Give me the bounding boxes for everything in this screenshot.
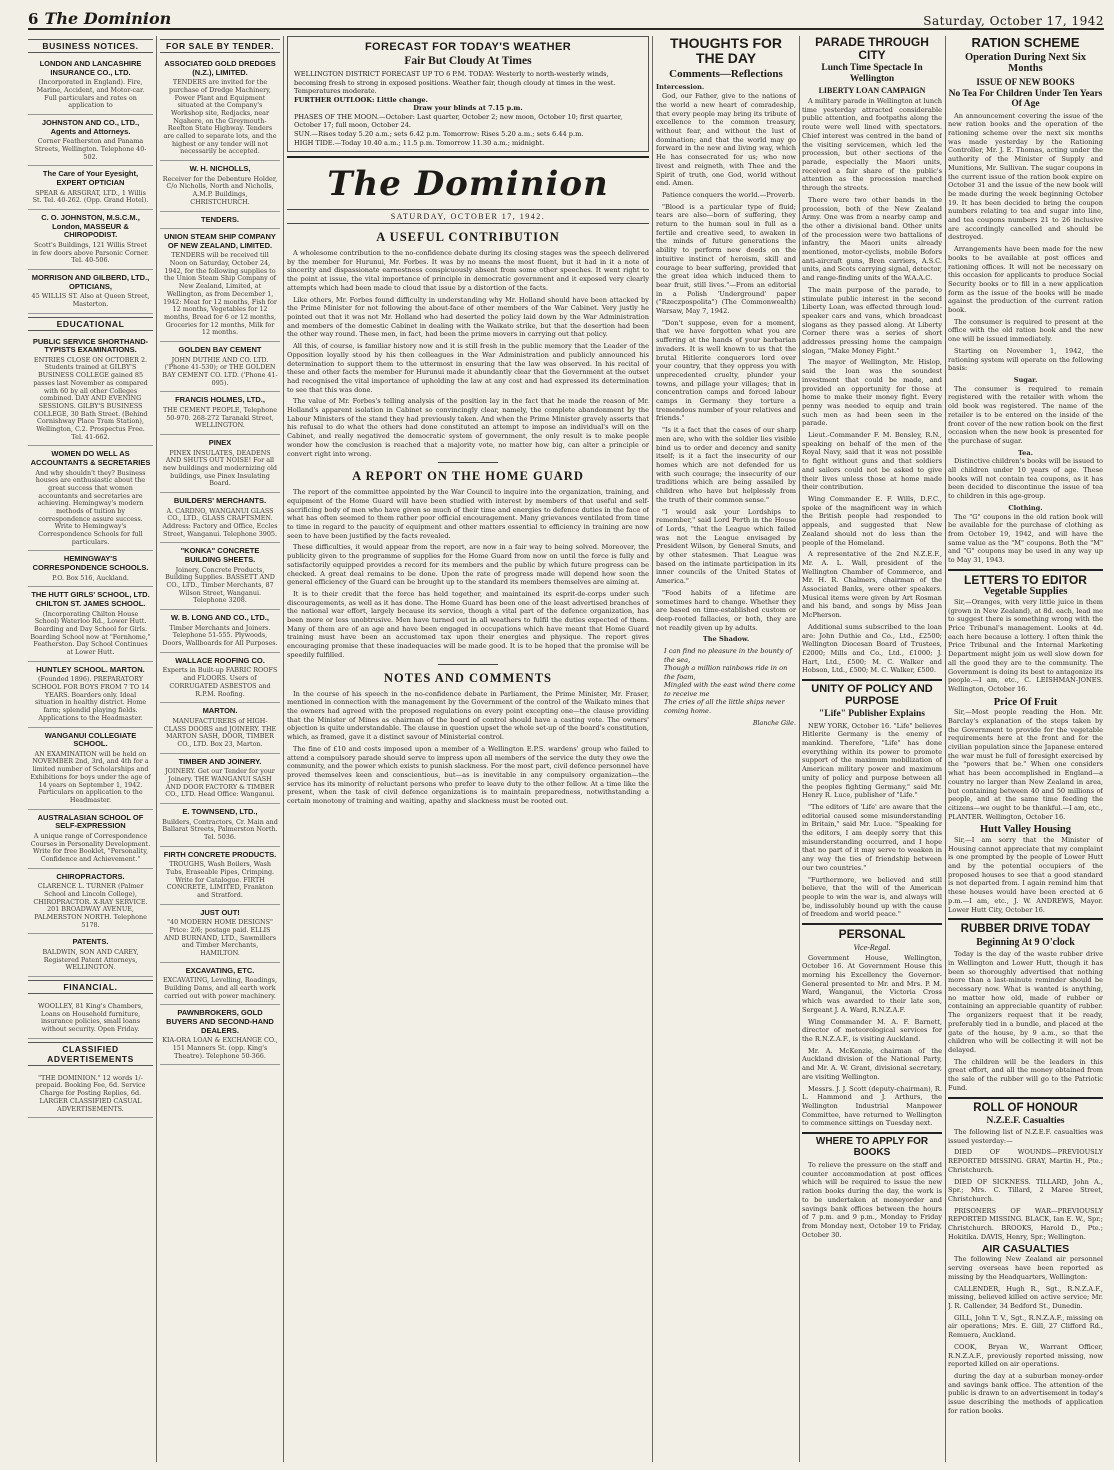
advertisement [28,115,153,166]
advertisement [28,728,153,810]
classified-rates: "THE DOMINION." 12 words 1/- prepaid. Booking Fee, 6d. Service Charge for Posting Replies, 6d. LARGER CLASSIFIED CASUAL ADVERTISEMENTS. [35,1073,146,1113]
ad-body: JOHN DUTHIE AND CO. LTD. ('Phone 41-530); or THE GOLDEN BAY CEMENT CO. LTD. ('Phone 41-095). [162,355,278,387]
closing-text: during the day at a suburban money-order and savings bank office. The attention of the public is drawn to an advertisement in today's issue describing the methods of application for ration books. [948,1371,1103,1415]
paragraph: All this, of course, is familiar history now and it is still fresh in the public memory that the Leader of the Opposition loyally stood by his then colleagues in the War Administration and publicly announced his determination to support them to the uttermost in ensuring that the law was observed. In his recital of these and other facts the member for Hurunui made it abundantly clear that the Government at the outset had recognised the vital importance of upholding the law at any cost and had expressed its determination to see that this was done. [287,342,649,394]
advertisement [160,703,280,753]
advertisement [28,56,153,115]
business-notices-column [28,36,153,1462]
unity-heading: UNITY OF POLICY AND PURPOSE [811,683,933,707]
advertisement [28,166,153,210]
ad-title: AUSTRALASIAN SCHOOL OF SELF-EXPRESSION [37,812,144,831]
ad-body: KIA-ORA LOAN & EXCHANGE CO., 151 Manners St. (opp. King's Theatre). Telephone 50-366. [162,1036,278,1060]
advertisement [28,810,153,869]
letter-title: Hutt Valley Housing [979,824,1072,836]
rubber-subheading: Beginning At 9 O'clock [976,937,1075,949]
advertisement [160,963,280,1006]
letter-body [948,708,1103,821]
honour-list [948,1148,1103,1241]
advertisement [160,435,280,493]
tenders-column [160,36,280,1462]
editorial-column [287,36,649,1462]
ad-title: EXCAVATING, ETC. [185,965,255,975]
paragraph: These difficulties, it would appear from the report, are now in a fair way to being solved. Moreover, the publicity given to the programme of supplies for the Home Guard from now on until the force is fully and satisfactorily equipped provides a record for its members and the public by which future progress can be checked. A great deal remains to be done. Upon the rate of progress made will depend how soon the general efficiency of the Guard can be brought up to the standard its members themselves are aiming at. [287,543,649,587]
where-to-apply-body: To relieve the pressure on the staff and counter accommodation at post offices which will be required to issue the new ration books during the day, the work is to be undertaken at moneyorder and savings bank offices between the hours of 7 p.m. and 9 p.m., Monday to Friday from Monday next, October 19 to Friday, October 30. [802,1161,942,1239]
ad-title: ASSOCIATED GOLD DREDGES (N.Z.), LIMITED. [164,59,276,77]
ad-title: E. TOWNSEND, LTD., [182,806,258,816]
notes-body [287,690,649,806]
where-to-apply-heading: WHERE TO APPLY FOR BOOKS [815,1136,929,1158]
paragraph: "I would ask your Lordships to remember," said Lord Perth in the House of Lords, "that the League which failed was not the League envisaged by President Wilson, by General Smuts, and by other statesmen. That League was based on the intimate participation in its inner councils of the United States of America." [656,507,796,586]
paragraph: COOK, Bryan W., Warrant Officer, R.N.Z.A.F., previously reported missing, now reported killed on air operations. [948,1342,1103,1369]
sugar-body: The consumer is required to remain registered with the retailer with whom the old book was registered. The name of the retailer is to be entered on the inside of the front cover of the new ration book on the first occasion when the new book is presented for the purchase of sugar. [948,384,1103,445]
ad-body: And why shouldn't they? Business houses are enthusiastic about the great success that women accountants and secretaries are achieving. Hemingway's modern methods of tuition by correspondence assure success. Write to Hemingway's Correspondence Schools for full particulars. [35,468,146,546]
sugar-heading: Sugar. [1013,376,1038,384]
weather-subtitle: Fair But Cloudy At Times [404,55,532,67]
ad-body: 45 WILLIS ST. Also at Queen Street, Masterton. [31,292,150,308]
paragraph: A representative of the 2nd N.Z.E.F., Mr. A. L. Wall, president of the Wellington Chamber of Commerce, and Mr. H. R. Chalmers, chairman of the Associated Banks, were other speakers. Musical items were given by Art Rosman and his band, and songs by Miss Jean McPherson. [802,550,942,620]
letter-title: Price Of Fruit [993,696,1058,708]
ration-and-letters-column [948,36,1103,1462]
paragraph: Messrs. J. J. Scott (deputy-chairman), R. L. Hammond and J. Arthurs, the Wellington Industrial Manpower Committee, have returned to Wellington to commence sittings on Tuesday next. [802,1084,942,1128]
paragraph: Patience conquers the world.—Proverb. [662,190,795,199]
poem [664,647,796,716]
paragraph: Lieut.-Commander F. M. Bensley, R.N., speaking on behalf of the men of the Royal Navy, said that it was not possible to fight without guns and that soldiers and sailors could not be asked to give their lives unless those at home made their contribution. [802,431,942,492]
paragraph: "Food habits of a lifetime are sometimes hard to change. Whether they are based on time-established custom or deep-rooted fallacies, or both, they are not readily given up by adults. [656,588,796,632]
section-heading: EDUCATIONAL [28,317,153,331]
ad-body: (Incorporating Chilton House School) Waterloo Rd., Lower Hutt. Boarding and Day School for Girls. Boarding School now at "Fernhome," Featherston. Day School Continues at Lower Hutt. [30,609,151,657]
paragraph: The fine of £10 and costs imposed upon a member of a Wellington E.P.S. wardens' group who failed to attend a compulsory parade should serve to impress upon all members of the service the duty they owe the community, and the power which exists to punish slackness. For the most part, civil defence personnel have proved themselves keen and conscientious, but—as is inevitable in any compulsory organization—the service has its minority of reluctant persons who prefer to leave duty to the other fellow. At a time like the present, when the task of civil defence organizations is to maintain preparedness, notwithstanding a certain monotony of training and waiting, apathy and slackness must be rooted out. [287,744,649,806]
letter-text: Sir,—Most people reading the Hon. Mr. Barclay's explanation of the steps taken by the Government to provide for the vegetable requirements here at the front and for the civilian population since the Japanese entered the war must be full of foresight exercised by the "powers that be." When one considers what has been accomplished in England—a country no larger than New Zealand in area, but containing between 40 and 50 millions of people, and at the same time feeding the citizens—we ought to be thankful.—I am, etc., PLANTER. Wellington, October 16. [948,708,1103,821]
ad-body: (Incorporated in England). Fire, Marine, Accident, and Motor-car. Full particulars and rates on application to [36,78,145,110]
advertisement [160,342,280,392]
ad-title: MARTON. [202,706,238,716]
paragraph: The children will be the leaders in this great effort, and all the money obtained from the sale of the rubber will go to the Patriotic Fund. [948,1057,1103,1092]
personal-body [802,954,942,1128]
paragraph: A wholesome contribution to the no-confidence debate during its closing stages was the speech delivered by the member for Hurunui, Mr. Forbes. It was by no means the most fluent, but it had in it a note of sincerity and dispassionate earnestness conspicuously absent from some other speeches. It went right to the point at issue, the vital importance of principle in democratic government and it exposed very clearly attempts which had been made to cloud that issue by a distortion of the facts. [287,249,649,292]
ad-title: FIRTH CONCRETE PRODUCTS. [163,849,277,859]
paragraph: Mr. A. McKenzie, chairman of the Auckland division of the National Party, and Mr. A. W. Grant, divisional secretary, are visiting Wellington. [802,1046,942,1081]
advertisement [28,334,153,447]
ad-body: Scott's Buildings, 121 Willis Street in few doors above Parsonic Corner. Tel. 40-506. [31,240,149,265]
masthead [287,156,649,224]
ad-body: (Founded 1896). PREPARATORY SCHOOL FOR BOYS FROM 7 TO 14 YEARS. Boarders only. Ideal situation in healthy district. Home farm; splendid playing fields. Applications to the Headmaster. [31,675,150,722]
page-header [28,8,1104,30]
ad-body: TENDERS will be received till Noon on Saturday, October 24, 1942, for the following supplies to the Union Steam Ship Company of New Zealand, Limited, at Wellington, as from December 1, 1942: Meat for 12 months, Fish for 12 months, Vegetables for 12 months, Bread for 6 or 12 months, Groceries for 12 months, Milk for 12 months. [163,251,277,337]
paragraph: NEW YORK, October 16. "Life" believes Hitlerite Germany is the enemy of mankind. Therefore, "Life" has done everything within its power to promote support of the maximum mobilization of American military power and maximum unity of policy and purpose between all the peoples fighting Germany," said Mr. Henry R. Luce, publisher of "Life." [802,721,942,800]
section-heading: FINANCIAL. [28,980,153,994]
advertisement [28,662,153,728]
ad-title: WANGANUI COLLEGIATE SCHOOL. [44,730,137,749]
paragraph: Like others, Mr. Forbes found difficulty in understanding why Mr. Holland should have been attacked by the Prime Minister for not following the about-face of other members of the War Cabinet. Very justly he pointed out that it was not Mr. Holland who had deserted the policy laid down by the War Administration and members of the domestic Cabinet in dealing with the Waikato strike, but that the desertion had been the other way round. These men, in fact, had been the prime movers in carrying out that policy. [287,295,649,339]
parade-kicker: LIBERTY LOAN CAMPAIGN [818,86,926,96]
air-intro: The following New Zealand air personnel serving overseas have been reported as missing by the Headquarters, Wellington: [948,1255,1103,1281]
news-column [802,36,942,1462]
paragraph: "Is it a fact that the cases of our sharp men are, who with the soldier lies visible bind us to order and decency and sanity itself; is it a fact the insecurity of our homes which are not defended for us with such courage; the insecurity of our traditions which are being assailed by children who have but helplessly from the truth of their common sense." [656,426,796,504]
paragraph: Additional sums subscribed to the loan are: John Duthie and Co., Ltd., £2500; Wellington Diocesan Board of Trustees, £2000; Mills and Co., Ltd., £1000; J. Hart, Ltd., £500; M. C. Walker and Hobson, Ltd., £500; M. C. Walker, £500. [802,622,942,675]
ad-body: A. CARDNO, WANGANUI GLASS CO., LTD., GLASS CRAFTSMEN. Address: Factory and Office, Eccles Street, Wanganui. Telephone 3905. [162,506,278,538]
clothing-heading: Clothing. [1008,503,1043,512]
ad-title: GOLDEN BAY CEMENT [178,344,262,354]
honour-subheading: N.Z.E.F. Casualties [986,1115,1065,1126]
paragraph: It is to their credit that the force has held together, and maintained its esprit-de-corps under such discouragements, as well as it has done. The Home Guard has been one of the least advertised branches of the national war effort, largely because its service, though a vital part of the defence organization, has been more or less unobtrusive. Men have turned out in all weathers to fulfil the duties expected of them. Many of them are of an age and have been engaged in occupations which have meant that Home Guard training must have been an accustomed tax upon their energies and physique. The report gives encouraging promise that these inadequacies will be made good. It is to be hoped that the promise will be speedily fulfilled. [287,589,649,659]
editorial-body [287,249,649,458]
weather-title: FORECAST FOR TODAY'S WEATHER [364,41,572,53]
ad-title: JOHNSTON AND CO., LTD., Agents and Attorneys. [41,118,140,136]
editorial-heading: A USEFUL CONTRIBUTION [376,230,560,245]
ad-title: JUST OUT! [200,907,240,917]
advertisement [160,847,280,905]
ration-sub2: No Tea For Children Under Ten Years Of Age [948,88,1103,110]
ad-body: THE CEMENT PEOPLE, Telephone 50-970. 268-272 Taranaki Street, WELLINGTON. [163,405,277,430]
ad-title: WOMEN DO WELL AS ACCOUNTANTS & SECRETARIES [30,449,151,467]
letter-body [948,836,1103,914]
paragraph: "The editors of 'Life' are aware that the editorial caused some misunderstanding in Britain," said Mr. Luce. "Speaking for the editors, I am deeply sorry that this misunderstanding occurred, and I hope that no part of it may serve to weaken in any way the ties of friendship between our two countries." [802,802,942,872]
advertisement [160,493,280,543]
letters-heading: LETTERS TO EDITOR [964,572,1087,587]
ad-title: The Care of Your Eyesight, EXPERT OPTICIAN [42,169,139,187]
ad-title: WALLACE ROOFING CO. [175,655,265,665]
parade-subheading: Lunch Time Spectacle In Wellington [821,63,923,84]
poem-line: Mingled with the east wind there come to receive me [664,681,796,698]
ad-body: JOINERY. Get our Tender for your Joinery. THE WANGANUI SASH AND DOOR FACTORY & TIMBER CO., LTD. Head Office: Wanganui. [165,767,275,799]
advertisement [28,210,153,270]
paragraph: An announcement covering the issue of the new ration books and the operation of the rationing scheme over the next six months was made yesterday by the Rationing Controller, Mr. J. E. Thomas, acting under the authority of the Minister of Supply and Munitions, Mr. Sullivan. The sugar coupons in the current issue of the ration book expire on October 31 and the issue of the new book will be made during the week beginning October 19. It has been decided to bring the coupon numbers relating to tea and sugar into line, and tea coupons numbers 21 to 26 inclusive are accordingly cancelled and should be destroyed. [948,111,1103,242]
ad-title: MORRISON AND GILBERD, LTD., OPTICIANS, [31,272,150,291]
moon-phases: PHASES OF THE MOON.—October: Last quarter, October 2; new moon, October 10; first quarter, October 17; full moon, October 24. [294,112,623,130]
editorial-body [287,488,649,659]
ad-body: TENDERS are invited for the purchase of Dredge Machinery, Power Plant and Equipment situated at the Company's Workshop site, Redjacks, near Ngahere, on the Greymouth-Reefton State Highway. Tenders are called to separate lots, and the highest or any tender will not necessarily be accepted. [163,78,277,156]
masthead-date: SATURDAY, OCTOBER 17, 1942. [287,209,649,224]
sun-times: SUN.—Rises today 5.20 a.m.; sets 6.42 p.m. Tomorrow: Rises 5.20 a.m.; sets 6.44 p.m. [294,129,584,138]
paragraph: The main purpose of the parade, to stimulate public interest in the second Liberty Loan, was effected through loud-speaker cars and vans, which broadcast slogans as they passed along. At Liberty Corner there was a series of short addresses pressing home the campaign slogan, "Make Money Fight." [802,285,942,355]
ad-title: LONDON AND LANCASHIRE INSURANCE CO., LTD. [39,59,142,77]
paragraph: "Furthermore, we believed and still believe, that the will of the American people to win the war is, and always will be, indissolubly bound up with the cause of freedom and world peace." [802,875,942,919]
advertisement [160,1005,280,1065]
advertisement [160,229,280,342]
paragraph: DIED OF WOUNDS—PREVIOUSLY REPORTED MISSING. GRAY, Martin H., Pte.; Christchurch. [948,1148,1103,1174]
ad-title: "KONKA" CONCRETE BUILDING SHEETS. [180,546,260,565]
weather-district: WELLINGTON DISTRICT FORECAST UP TO 6 P.M. TODAY: Westerly to north-westerly winds, becoming fresh to strong in exposed positions. Weather fair, though cloudy at times in the west. Temperatures moderate. [294,70,616,96]
air-list [948,1285,1103,1369]
advertisement [160,392,280,435]
ad-body: MANUFACTURERS of HIGH-CLASS DOORS and JOINERY. THE MARTON SASH, DOOR, TIMBER CO., LTD. Box 23, Marton. [163,716,277,748]
ad-body: Builders, Contractors, Cr. Main and Ballarat Streets, Palmerston North. Tel. 5036. [162,817,278,841]
ration-body [948,112,1103,373]
ad-body: "40 MODERN HOME DESIGNS" Price: 2/6; postage paid. ELLIS AND BURNAND, LTD., Sawmillers and Timber Merchants, HAMILTON. [164,918,276,958]
ad-body: Experts in Built-up FABRIC ROOFS and FLOORS. Users of CORRUGATED ASBESTOS and R.P.M. Roofing. [162,666,278,698]
ad-title: PATENTS. [72,937,109,947]
thoughts-subheading: Comments—Reflections [669,68,783,81]
advertisement [160,56,280,161]
section-heading: FOR SALE BY TENDER. [160,39,280,53]
ad-body: Receiver for the Debenture Holder, C/o Nicholls, North and Nicholls, A.M.P. Buildings, CHRISTCHURCH. [162,174,278,206]
ad-body: CLARENCE L. TURNER (Palmer School and Lincoln College), CHIROPRACTOR. X-RAY SERVICE. 201 BROADWAY AVENUE, PALMERSTON NORTH. Telephone 5178. [33,882,148,929]
ration-heading: RATION SCHEME [971,36,1080,50]
letter-title: Vegetable Supplies [983,586,1068,598]
editorial-heading: A REPORT ON THE HOME GUARD [352,469,584,484]
ad-body: TROUGHS, Wash Boilers, Wash Tubs, Eraseable Pipes, Crimping. Write for Catalogue. FIRTH CONCRETE, LIMITED, Frankton and Stratford. [165,860,275,899]
paragraph: A military parade in Wellington at lunch time yesterday attracted considerable public attention, and footpaths along the route were well lined with spectators. Chief interest was centred in the band of the visiting servicemen, which led the procession, but other sections of the parade, especially the Maori units, received a fair share of the public's attention as the procession marched through the streets. [802,97,942,193]
ad-title: TIMBER AND JOINERY. [178,756,262,766]
paragraph: "Blood is a particular type of fluid; tears are also—born of suffering, they return to the human soul in full as a fertile and creative seed, to awaken in the minds of future generations the ability to perform new deeds on the intuitive instinct of heroism, skill and courage to bear suffering, provided that the great idea which induced them to bear fruit, still lives."—From an editorial in a Polish 'Underground' paper ("Rzeczpospolita") (The Commonwealth) Warsaw, May 7, 1942. [656,202,796,316]
section-heading: BUSINESS NOTICES. [28,39,153,53]
paragraph: GILL, John T. V., Sgt., R.N.Z.A.F., missing on air operations; Mrs. E. Gill, 27 Clifford Rd., Remuera, Auckland. [948,1313,1103,1340]
advertisement [160,754,280,804]
paragraph: Arrangements have been made for the new books to be available at post offices and rationing offices. It will not be necessary on this occasion for applicants to produce Social Security books or to fill in a new application form as the issue of the books will be made against the production of the current ration book. [948,245,1103,315]
letter-text: Sir,—I am sorry that the Minister of Housing cannot appreciate that my complaint is one prompted by the people of Lower Hutt and by the potential occupiers of the proposed houses to see that a good standard is not departed from. I again remind him that these houses would have been erected at 6 p.m.—I am, etc., J. W. ANDREWS, Mayor. Lower Hutt City, October 16. [948,835,1103,914]
parade-body [802,97,942,675]
thoughts-column [656,36,796,1462]
ad-body: SPEAR & ARSGRAT, LTD., 1 Willis St. Tel. 40-262. (Opp. Grand Hotel). [32,188,149,205]
thoughts-body [656,92,796,632]
unity-subheading: "Life" Publisher Explains [819,709,925,720]
air-casualties-heading: AIR CASUALTIES [981,1243,1070,1256]
ad-body: EXCAVATING, Levelling, Roadings, Building Dams, and all earth work carried out with power machinery. [163,976,277,1000]
paragraph: Starting on November 1, 1942, the rationing system will operate on the following basis: [948,346,1103,373]
advertisement [28,270,153,314]
ad-title: HEMINGWAY'S CORRESPONDENCE SCHOOLS. [32,554,149,573]
clothing-body: The "G" coupons in the old ration book will be available for the purchase of clothing as from October 19, 1942, and will have the same value as the "M" coupons. Both the "M" and "G" coupons may be used in any way up to May 31, 1943. [948,512,1103,565]
page-number: 6 [28,10,39,28]
ad-body: Timber Merchants and Joiners. Telephone 51-555. Plywoods, Doors, Wallboards for All Purposes. [162,623,278,648]
ad-title: C. O. JOHNSTON, M.S.C.M., London, MASSEUR & CHIROPODIST. [41,212,140,240]
advertisement [160,161,280,211]
ad-body: Corner Featherston and Panama Streets, Wellington. Telephone 40-502. [34,137,147,161]
poem-line: Though a million rainbows ride in on the foam, [664,664,788,681]
thoughts-heading: THOUGHTS FOR THE DAY [670,36,782,66]
weather-outlook: FURTHER OUTLOOK: Little change. [294,95,428,104]
ad-title: CHIROPRACTORS. [56,871,125,881]
notes-heading: NOTES AND COMMENTS [383,670,553,685]
personal-heading: PERSONAL [838,927,906,942]
poem-line: The cries of all the little ships never coming home. [664,698,785,715]
ad-title: THE HUTT GIRLS' SCHOOL, LTD. CHILTON ST. JAMES SCHOOL. [31,590,150,608]
paragraph: The consumer is required to present at the office with the old ration book and the new one will be issued immediately. [948,317,1103,344]
advertisement [160,804,280,847]
ad-title: PUBLIC SERVICE SHORTHAND-TYPISTS EXAMINATIONS. [32,336,149,355]
personal-subheading: Vice-Regal. [853,942,891,952]
paragraph: There were two other bands in the procession, both of the New Zealand Army. One was from a nearby camp and the other a divisional band. Other units of the procession were two battalions of infantry, the Maori units already mentioned, motor-cyclists, mobile Bofors anti-aircraft guns, Bren carriers, A.S.C. units, and Scots carrying signal, detector, and range-finding units of the W.A.A.C. [802,195,942,283]
ad-title: FRANCIS HOLMES, LTD., [175,395,265,405]
ad-title: HUNTLEY SCHOOL. MARTON. [36,664,145,674]
paragraph: Wing Commander M. A. F. Barnett, director of meteorological services for the R.N.Z.A.F., is visiting Auckland. [802,1017,942,1043]
ration-subheading: Operation During Next Six Months [964,51,1087,75]
ad-title: PAWNBROKERS, GOLD BUYERS AND SECOND-HAND DEALERS. [166,1008,274,1035]
section-heading: CLASSIFIED ADVERTISEMENTS [28,1042,153,1066]
paragraph: PRISONERS OF WAR—PREVIOUSLY REPORTED MISSING. BLACK, Ian E. W., Spr.; Christchurch. BROOKS, Harold D., Pte.; Hokitika. DAVIS, Henry, Spr.; Wellington. [948,1206,1103,1241]
intercession-label: Intercession. [656,83,705,92]
poem-author: Blanche Gile. [752,718,796,727]
honour-heading: ROLL OF HONOUR [973,1101,1078,1114]
ration-kicker: ISSUE OF NEW BOOKS [976,76,1075,87]
header-date: Saturday, October 17, 1942 [923,14,1104,28]
advertisement [28,446,153,551]
high-tide: HIGH TIDE.—Today 10.40 a.m.; 11.5 p.m. Tomorrow 11.30 a.m.; midnight. [294,138,545,147]
masthead-title: The Dominion [327,164,609,205]
ad-body: PINEX INSULATES, DEADENS AND SHUTS OUT NOISE! For all new buildings and modernizing old buildings, use Pinex Insulating Board. [162,448,278,488]
ad-title: PINEX [208,438,232,447]
honour-intro: The following list of N.Z.E.F. casualties was issued yesterday:— [948,1128,1103,1145]
header-masthead: The Dominion [44,9,172,28]
ad-body: BALDWIN, SON AND CAREY, Registered Patent Attorneys, WELLINGTON. [42,947,139,972]
tea-body: Distinctive children's books will be issued to all children under 10 years of age. These books will not contain tea coupons, as it has been decided to discontinue the issue of tea to children in this age-group. [948,457,1103,501]
paragraph: Government House, Wellington, October 16. At Government House this morning his Excellency the Governor-General presented to Mr. and Mrs. P. M. Ward, Wanganui, the Victoria Cross which was awarded to their late son, Sergeant J. A. Ward, R.N.Z.A.F. [802,953,942,1014]
rubber-body [948,950,1103,1092]
paragraph: CALLENDER, Hugh R., Sgt., R.N.Z.A.F., missing, believed killed on active service; Mr. J. R. Callender, 34 Bedford St., Dunedin. [948,1284,1103,1310]
paragraph: Today is the day of the waste rubber drive in Wellington and Lower Hutt, though it has been so thoroughly advertised that nothing more than a last-minute reminder should be necessary now. What is wanted is anything, no matter how old, made of rubber or containing an appreciable quantity of rubber. The organizers request that it be ready, preferably tied in a bundle, and placed at the gate of the house, by 9 a.m., so that the children who will be collecting it will not be delayed. [948,950,1103,1054]
poem-title: The Shadow. [702,635,750,644]
weather-blinds: Draw your blinds at 7.15 p.m. [413,104,523,113]
ad-body: A unique range of Correspondence Courses in Personality Development. Write for free Booklet, "Personality, Confidence and Achievement." [30,831,151,863]
advertisement [160,543,280,610]
advertisement [160,212,280,230]
advertisement [160,905,280,963]
parade-heading: PARADE THROUGH CITY [815,36,929,62]
advertisement [28,934,153,977]
advertisement [160,653,280,703]
letter-body [948,598,1103,694]
advertisement [28,551,153,587]
paragraph: The report of the committee appointed by the War Council to inquire into the organization, training, and equipment of the Home Guard will have been studied with interest by members of that useful and self-sacrificing body of men who have given so much of their time and energies to defence duties in the face of what has often seemed to them rather poor official encouragement. Many grievances ventilated from time to time in regard to the paucity of equipment and other matters essential to efficiency in training are now seen to have been justified by the facts revealed. [287,488,649,540]
paragraph: In the course of his speech in the no-confidence debate in Parliament, the Prime Minister, Mr. Fraser, mentioned in connection with the management by the Government of the control of the Waikato mines that the owners had agreed with the proposed regulations on every point excepting one—the clause providing that the Minister of Mines as chairman of the board of control should have a casting vote. The owners' objection is quite understandable. The clause in question upset the whole set-up of the board's constitution, which, as framed, gave it a distinct savour of Ministerial control. [287,689,649,742]
paragraph: God, our Father, give to the nations of the world a new heart of comradeship, that every people may bring its tribute of excellence to the common treasury, without fear, and without the lust of domination; and that the world may go forward in the new and living way, which He has consecrated for us; who now livest and reigneth, with Thee and the Spirit of truth, one God, world without end. Amen. [656,92,796,188]
tea-heading: Tea. [1018,448,1033,457]
paragraph: DIED OF SICKNESS. TILLARD, John A., Spr.; Mrs. C. Tillard, 2 Maree Street, Christchurch. [948,1177,1103,1203]
ad-title: W. H. NICHOLLS, [189,164,251,174]
ad-title: BUILDERS' MERCHANTS. [173,496,267,506]
paragraph: Wing Commander E. F. Wills, D.F.C., spoke of the magnificent way in which the British people had responded to appeals, and suggested that New Zealand should not do less than the people of the Homeland. [802,495,942,547]
rubber-heading: RUBBER DRIVE TODAY [960,923,1091,936]
advertisement [160,610,280,653]
ad-body: P.O. Box 516, Auckland. [52,573,129,582]
unity-body [802,722,942,919]
ad-body: Joinery, Concrete Products, Building Supplies. BASSETT AND CO., LTD., Timber Merchants, 87 Wilson Street, Wanganui. Telephone 3208. [165,565,275,605]
advertisement [28,587,153,661]
letter-text: Sir,—Oranges, with very little juice in them (grown in New Zealand), at 8d. each, lead me to suggest there is something wrong with the Price Tribunal's management. Looks at 4d. each here because a lottery. I often think the Price Tribunal and the Internal Marketing Department might join us well slow down for all the good they are to the community. The Government is doing its best to antagonize its people.—I am, etc., C. LEISHMAN-JONES. Wellington, October 16. [948,597,1103,693]
advertisement [28,869,153,935]
paragraph: "Don't suppose, even for a moment, that we have forgotten what you are suffering at the hands of your barbarian invaders. It is well known to us that the brutal Hitlerite conquerors lord over your country, that they oppress you with unprecedented cruelty, plunder your towns, and pillage your villages; that in concentration camps and forced labour camps in Germany they torture a tremendous number of your relatives and friends." [656,318,796,423]
ad-body: ENTRIES CLOSE ON OCTOBER 2. Students trained at GILBY'S BUSINESS COLLEGE gained 85 passes last November as compared with 60 by all other Colleges combined. DAY AND EVENING SESSIONS. GILBY'S BUSINESS COLLEGE, 30 Bath Street. (Behind Cornishway Place Tram Station), Wellington, C.2. Prospectus Free. Tel. 41-662. [33,355,148,441]
ad-title: UNION STEAM SHIP COMPANY OF NEW ZEALAND, LIMITED. [164,232,276,250]
poem-line: I can find no pleasure in the bounty of the sea, [664,647,792,664]
ad-title: W. B. LONG AND CO., LTD., [171,613,269,623]
ad-body: AN EXAMINATION will be held on NOVEMBER 2nd, 3rd, and 4th for a limited number of Scholarships and Exhibitions for boys under the age of 14 years on September 1, 1942. Particulars on application to the Headmaster. [30,749,151,804]
weather-forecast-box [287,36,649,152]
paragraph: The value of Mr. Forbes's telling analysis of the position lay in the fact that he made the reason of Mr. Holland's apparent isolation in Cabinet so convincingly clear, namely, the complete abandonment by the Labour Ministers of the stand they had previously taken. And when the Prime Minister gravely asserts that his refusal to do what the others had done constituted an attempt to impose an individual's will on the Cabinet, and really negatived the democratic system of government, the only result is to make people wonder how the conclusion is reached that a majority vote, no matter how big, can alter a principle or convert right into wrong. [287,397,649,458]
financial-notice: WOOLLEY, 81 King's Chambers, Loans on Household furniture, insurance policies, small loans without security. Open Friday. [37,1002,144,1034]
paragraph: The mayor of Wellington, Mr. Hislop, said the loan was the soundest investment that could be made, and provided an opportunity for those at home to make their money fight. Every penny was needed to equip and train such men as had been seen in the parade. [802,358,942,428]
ad-title: TENDERS. [201,214,239,224]
